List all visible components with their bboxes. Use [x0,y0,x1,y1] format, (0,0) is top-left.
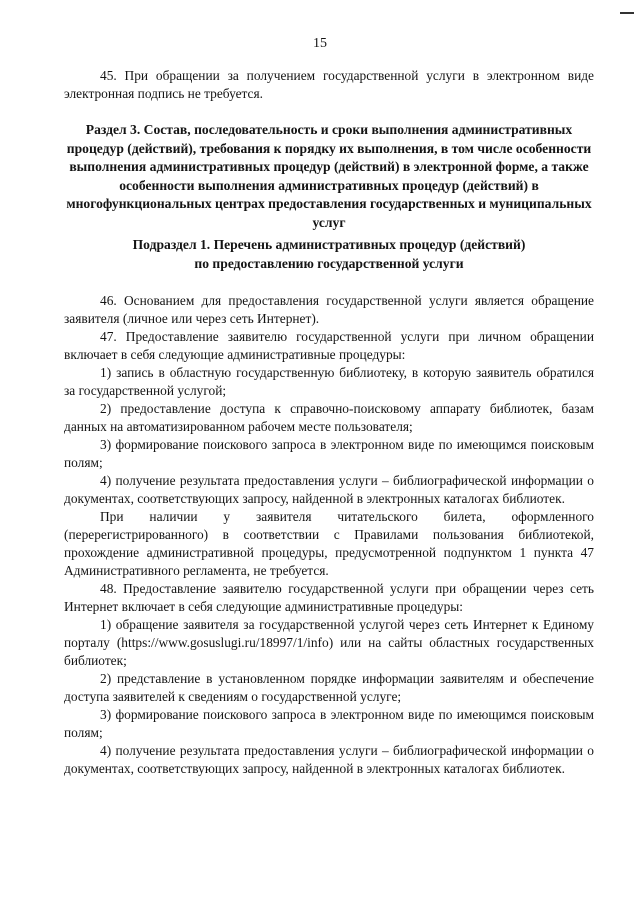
list-item-47-4: 4) получение результата предоставления услуги – библиографической информации о документах, соответствующих запросу, найденной в электронных каталогах библиотек. [64,473,594,506]
list-item-47-2: 2) предоставление доступа к справочно-поисковому аппарату библиотек, базам данных на автоматизированном рабочем месте пользователя; [64,401,594,434]
list-item-47-1: 1) запись в областную государственную библиотеку, в которую заявитель обратился за государственной услугой; [64,365,594,398]
list-item-48-2: 2) представление в установленном порядке информации заявителям и обеспечение доступа заявителей к сведениям о государственной услуге; [64,671,594,704]
subsection-1-heading-line-2: по предоставлению государственной услуги [194,255,464,271]
scan-mark [620,12,634,14]
paragraph-45: 45. При обращении за получением государственной услуги в электронном виде электронная подпись не требуется. [64,68,594,101]
subsection-1-heading [64,236,594,273]
list-item-47-3: 3) формирование поискового запроса в электронном виде по имеющимся поисковым полям; [64,437,594,470]
list-item-48-3: 3) формирование поискового запроса в электронном виде по имеющимся поисковым полям; [64,707,594,740]
paragraph-46: 46. Основанием для предоставления государственной услуги является обращение заявителя (личное или через сеть Интернет). [64,293,594,326]
page-number: 15 [313,36,327,51]
list-item-48-4: 4) получение результата предоставления услуги – библиографической информации о документах, соответствующих запросу, найденной в электронных каталогах библиотек. [64,743,594,776]
body-text [64,292,594,778]
paragraph-47: 47. Предоставление заявителю государственной услуги при личном обращении включает в себя следующие административные процедуры: [64,329,594,362]
paragraph-reader-card: При наличии у заявителя читательского билета, оформленного (перерегистрированного) в соответствии с Правилами пользования библиотекой, прохождение административной процедуры, предусмотренной подпунктом 1 пункта 47 Административного регламента, не требуется. [64,509,594,578]
subsection-1-heading-line-1: Подраздел 1. Перечень административных процедур (действий) [132,237,526,252]
paragraph-48: 48. Предоставление заявителю государственной услуги при обращении через сеть Интернет включает в себя следующие административные процедуры: [64,581,594,614]
list-item-48-1: 1) обращение заявителя за государственной услугой через сеть Интернет к Единому порталу (https://www.gosuslugi.ru/18997/1/info) или на сайты областных государственных библиотек; [64,617,594,668]
section-3-heading: Раздел 3. Состав, последовательность и сроки выполнения административных процедур (действий), требования к порядку их выполнения, в том числе особенности выполнения административных процедур (действий) в электронной форме, а также особенности выполнения административных процедур (действий) в многофункциональных центрах предоставления государственных и муниципальных услуг [66,122,592,230]
